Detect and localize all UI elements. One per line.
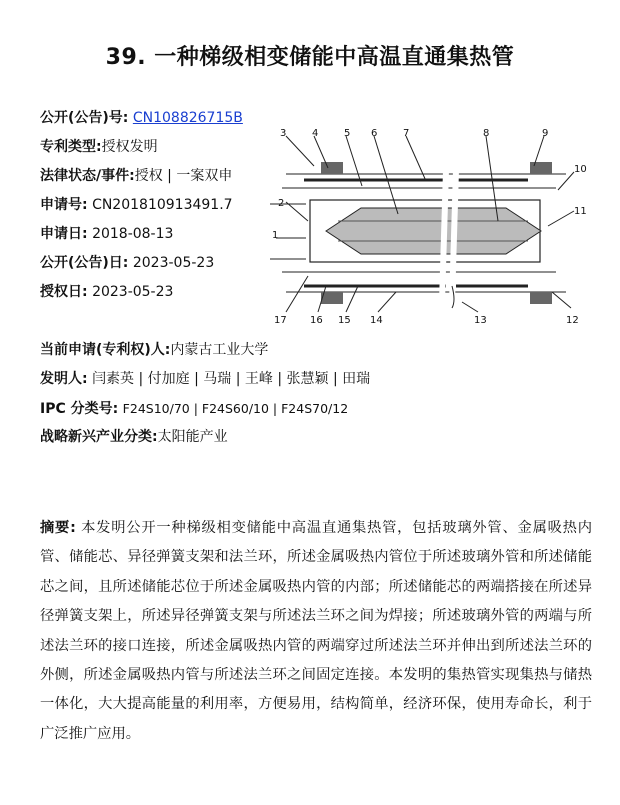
fig-label-9: 9 bbox=[542, 128, 549, 139]
app-date-value: 2018-08-13 bbox=[92, 226, 174, 242]
patent-metadata bbox=[40, 104, 265, 307]
fig-label-6: 6 bbox=[371, 128, 378, 139]
grant-date-value: 2023-05-23 bbox=[92, 284, 174, 300]
ipc-value: F24S10/70 | F24S60/10 | F24S70/12 bbox=[122, 401, 349, 416]
fig-label-15: 15 bbox=[338, 315, 351, 326]
app-no-row bbox=[40, 191, 265, 220]
abstract-text: 本发明公开一种梯级相变储能中高温直通集热管，包括玻璃外管、金属吸热内管、储能芯、异径弹簧支架和法兰环，所述金属吸热内管位于所述玻璃外管和所述储能芯之间，且所述储能芯位于所述金属吸热内管的内部；所述储能芯的两端搭接在所述异径弹簧支架上，所述异径弹簧支架与所述法兰环之间为焊接；所述玻璃外管的两端与所述法兰环的接口连接，所述金属吸热内管的两端穿过所述法兰环并伸出到所述法兰环的外侧，所述金属吸热内管与所述法兰环之间固定连接。本发明的集热管实现集热与储热一体化，大大提高能量的利用率，方便易用，结构简单，经济环保，使用寿命长，利于广泛推广应用。 bbox=[40, 520, 593, 742]
fig-label-17: 17 bbox=[274, 315, 287, 326]
full-width-metadata bbox=[40, 336, 600, 452]
fig-label-13: 13 bbox=[474, 315, 487, 326]
industry-value: 太阳能产业 bbox=[157, 429, 228, 445]
fig-label-12: 12 bbox=[566, 315, 579, 326]
pub-date-label: 公开(公告)日: bbox=[40, 255, 129, 271]
applicant-row bbox=[40, 336, 600, 365]
fig-label-14: 14 bbox=[370, 315, 383, 326]
pub-date-row bbox=[40, 249, 265, 278]
fig-label-5: 5 bbox=[344, 128, 351, 139]
fig-label-2: 2 bbox=[278, 198, 285, 209]
patent-drawing bbox=[266, 126, 594, 326]
pub-date-value: 2023-05-23 bbox=[132, 255, 215, 271]
grant-date-label: 授权日: bbox=[40, 284, 88, 300]
pub-no-link[interactable]: CN108826715B bbox=[132, 110, 243, 126]
app-date-row bbox=[40, 220, 265, 249]
legal-label: 法律状态/事件: bbox=[40, 168, 135, 184]
industry-label: 战略新兴产业分类: bbox=[40, 429, 158, 445]
fig-label-4: 4 bbox=[312, 128, 319, 139]
abstract-label: 摘要: bbox=[40, 520, 76, 536]
type-row bbox=[40, 133, 265, 162]
grant-date-row bbox=[40, 278, 265, 307]
abstract-paragraph bbox=[40, 514, 592, 749]
inventors-value: 闫素英 | 付加庭 | 马瑞 | 王峰 | 张慧颖 | 田瑞 bbox=[92, 371, 371, 387]
fig-label-10: 10 bbox=[574, 164, 587, 175]
app-no-label: 申请号: bbox=[40, 197, 88, 213]
fig-label-8: 8 bbox=[483, 128, 490, 139]
inventors-label: 发明人: bbox=[40, 371, 88, 387]
app-date-label: 申请日: bbox=[40, 226, 88, 242]
legal-row bbox=[40, 162, 265, 191]
fig-label-1: 1 bbox=[272, 230, 279, 241]
legal-value: 授权 | 一案双申 bbox=[134, 168, 233, 184]
industry-row bbox=[40, 423, 600, 452]
ipc-row bbox=[40, 394, 600, 423]
inventors-row bbox=[40, 365, 600, 394]
ipc-label: IPC 分类号: bbox=[40, 401, 119, 417]
fig-label-7: 7 bbox=[403, 128, 410, 139]
fig-label-3: 3 bbox=[280, 128, 287, 139]
applicant-label: 当前申请(专利权)人: bbox=[40, 342, 171, 358]
page-title: 39. 一种梯级相变储能中高温直通集热管 bbox=[105, 45, 515, 70]
pub-no-row bbox=[40, 104, 265, 133]
pub-no-label: 公开(公告)号: bbox=[40, 110, 129, 126]
type-label: 专利类型: bbox=[40, 139, 102, 155]
fig-label-11: 11 bbox=[574, 206, 587, 217]
applicant-value: 内蒙古工业大学 bbox=[170, 342, 269, 358]
type-value: 授权发明 bbox=[101, 139, 158, 155]
fig-label-16: 16 bbox=[310, 315, 323, 326]
app-no-value: CN201810913491.7 bbox=[92, 197, 233, 213]
